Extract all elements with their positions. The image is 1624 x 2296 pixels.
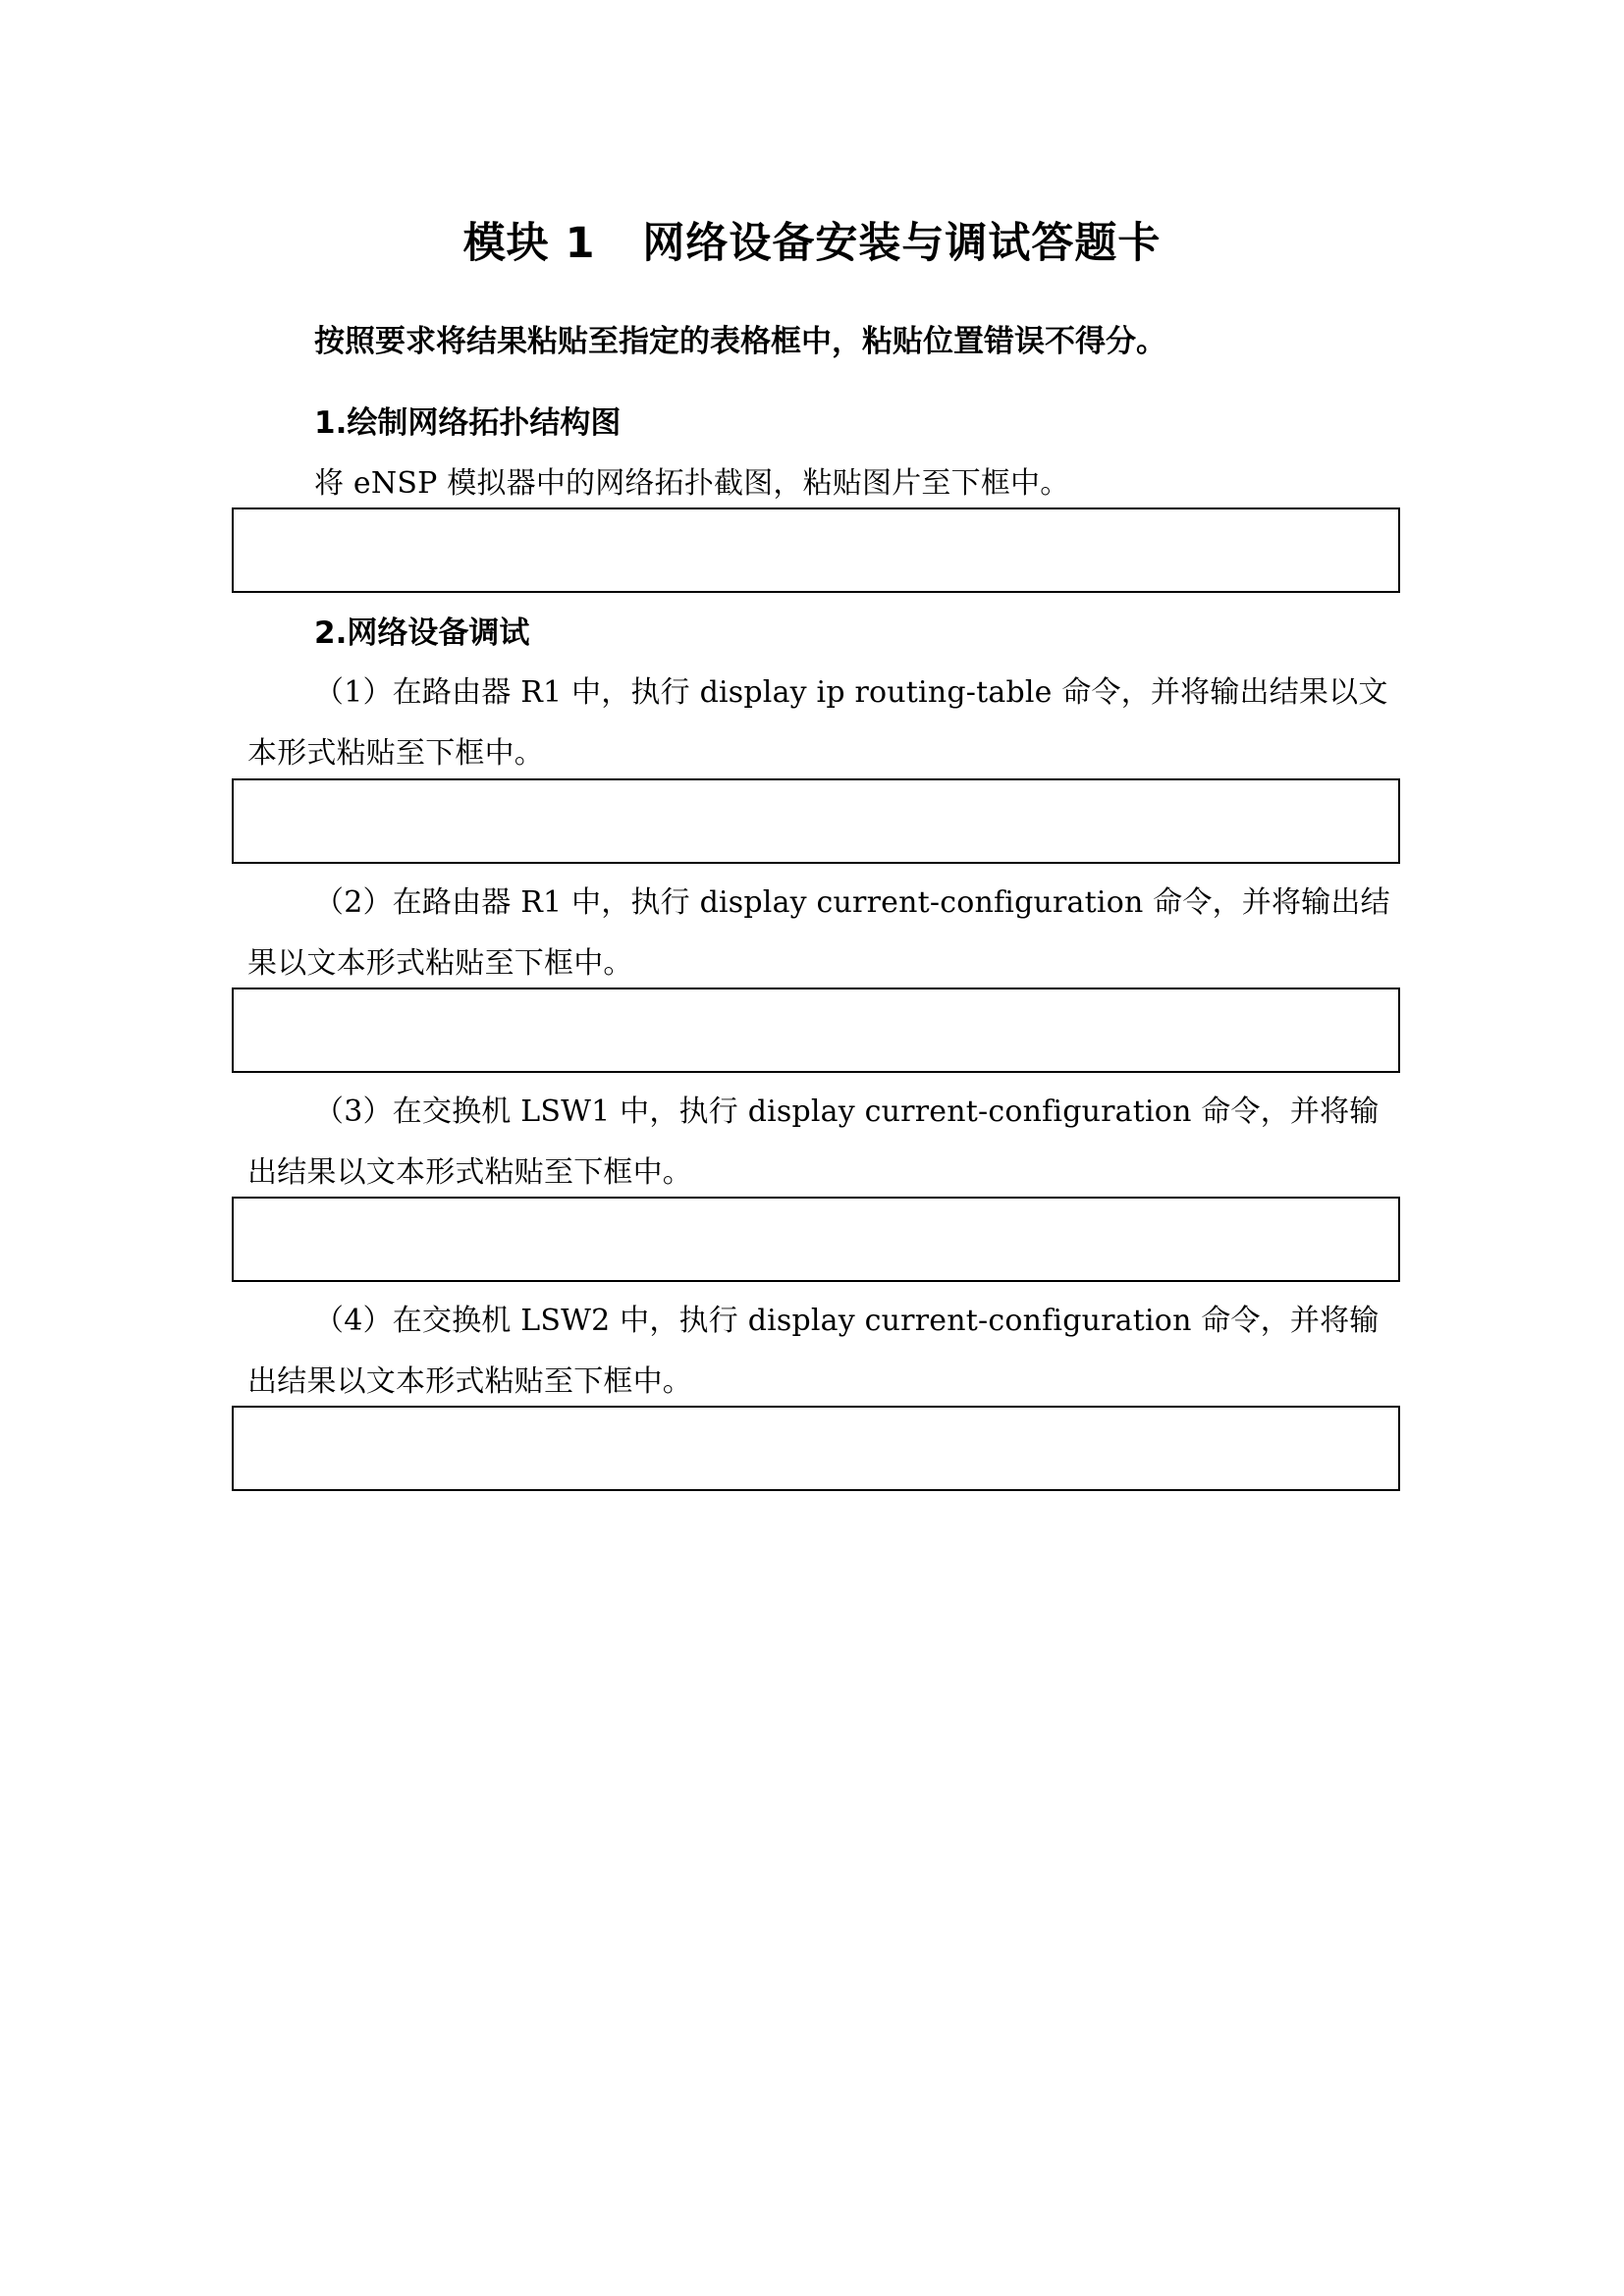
answer-box-topology[interactable]	[232, 507, 1400, 593]
instruction-text: 按照要求将结果粘贴至指定的表格框中，粘贴位置错误不得分。	[314, 324, 1166, 359]
item-2-text: （2）在路由器 R1 中，执行 display current-configuration 命令，并将输出结果以文本形式粘贴至下框中。	[247, 885, 1390, 981]
page-title: 模块 1 网络设备安装与调试答题卡	[462, 219, 1162, 268]
answer-box-item-4[interactable]	[232, 1406, 1400, 1491]
section-1-text: 将 eNSP 模拟器中的网络拓扑截图，粘贴图片至下框中。	[314, 466, 1070, 501]
section-1-heading: 1.绘制网络拓扑结构图	[314, 405, 622, 441]
item-1-text: （1）在路由器 R1 中，执行 display ip routing-table 命令，并将输出结果以文本形式粘贴至下框中。	[247, 675, 1388, 771]
answer-box-item-3[interactable]	[232, 1197, 1400, 1282]
item-3-text: （3）在交换机 LSW1 中，执行 display current-configuration 命令，并将输出结果以文本形式粘贴至下框中。	[247, 1095, 1380, 1190]
section-2-heading: 2.网络设备调试	[314, 615, 530, 651]
answer-box-item-2[interactable]	[232, 988, 1400, 1073]
answer-box-item-1[interactable]	[232, 778, 1400, 864]
item-4-text: （4）在交换机 LSW2 中，执行 display current-configuration 命令，并将输出结果以文本形式粘贴至下框中。	[247, 1304, 1380, 1399]
